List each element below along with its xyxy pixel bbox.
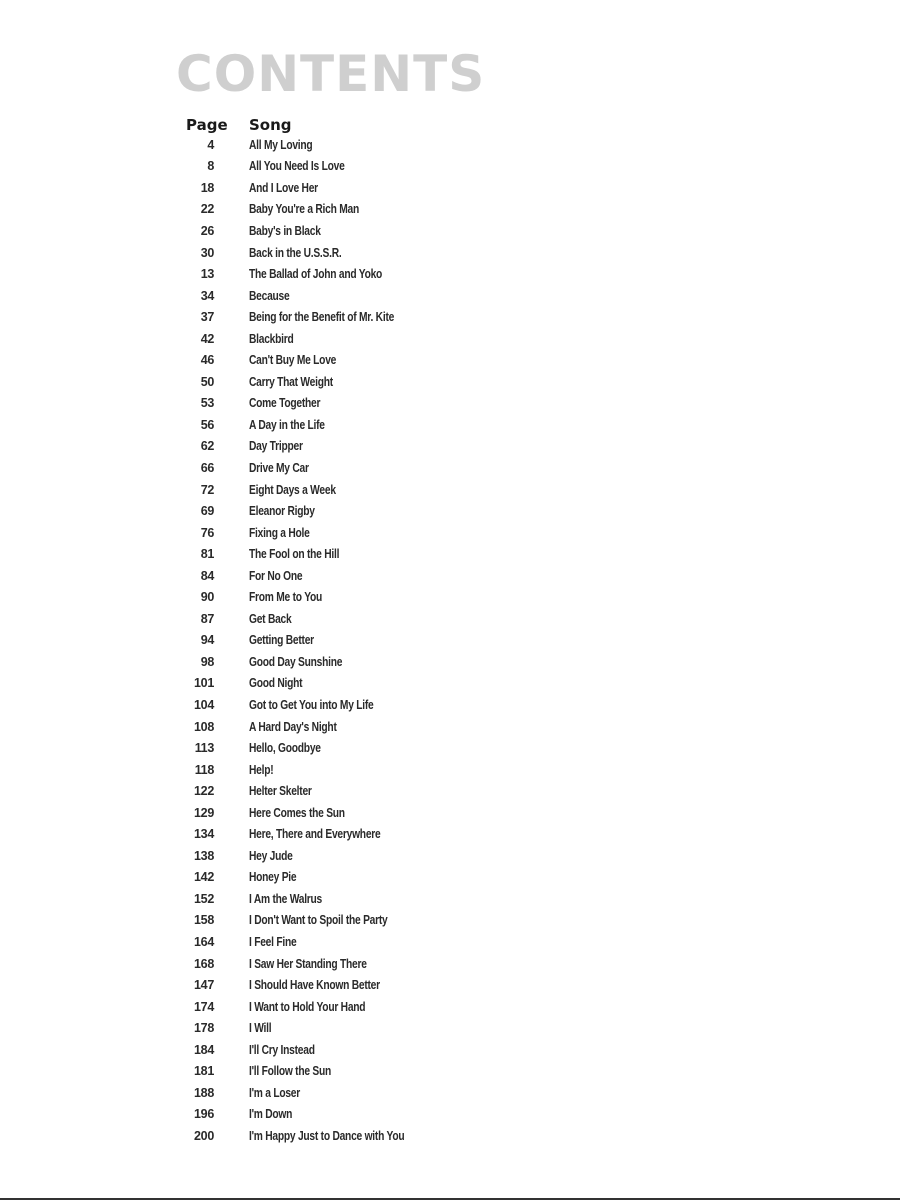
contents-entry[interactable]	[186, 673, 506, 695]
contents-entry[interactable]	[186, 931, 506, 953]
contents-entry[interactable]	[186, 759, 506, 781]
entry-page-number: 164	[194, 935, 214, 949]
contents-entry[interactable]	[186, 1061, 506, 1083]
entry-song-title: Fixing a Hole	[249, 525, 310, 540]
entry-page-number: 142	[194, 870, 214, 885]
entry-page-number: 152	[194, 891, 214, 906]
entry-page-number: 98	[200, 654, 214, 669]
entry-song-title: I'm Down	[249, 1107, 293, 1122]
entry-song-title: All My Loving	[249, 137, 313, 152]
entry-page-number: 158	[194, 913, 214, 928]
entry-song-title: A Hard Day's Night	[249, 719, 337, 734]
entry-page-number: 53	[200, 396, 214, 411]
contents-list	[186, 134, 506, 1147]
entry-page-number: 22	[200, 202, 214, 217]
contents-entry[interactable]	[186, 199, 506, 221]
entry-page-number: 62	[200, 439, 214, 454]
contents-entry[interactable]	[186, 457, 506, 479]
entry-page-number: 94	[200, 633, 214, 648]
entry-page-number: 72	[200, 482, 214, 497]
entry-song-title: I Want to Hold Your Hand	[249, 999, 366, 1014]
entry-song-title: Good Day Sunshine	[249, 654, 343, 669]
contents-entry[interactable]	[186, 522, 506, 544]
contents-entry[interactable]	[186, 910, 506, 932]
entry-song-title: I Don't Want to Spoil the Party	[249, 913, 388, 928]
entry-page-number: 134	[194, 827, 214, 842]
entry-song-title: Back in the U.S.S.R.	[249, 245, 342, 260]
contents-entry[interactable]	[186, 263, 506, 285]
entry-song-title: Because	[249, 288, 290, 303]
entry-song-title: A Day in the Life	[249, 417, 325, 432]
contents-entry[interactable]	[186, 974, 506, 996]
contents-entry[interactable]	[186, 543, 506, 565]
contents-entry[interactable]	[186, 306, 506, 328]
entry-song-title: I'll Follow the Sun	[249, 1064, 332, 1079]
contents-entry[interactable]	[186, 608, 506, 630]
entry-page-number: 188	[194, 1085, 214, 1100]
entry-song-title: Can't Buy Me Love	[249, 353, 337, 368]
contents-entry[interactable]	[186, 996, 506, 1018]
contents-entry[interactable]	[186, 156, 506, 178]
entry-song-title: Come Together	[249, 396, 321, 411]
entry-page-number: 13	[200, 267, 214, 282]
entry-song-title: All You Need Is Love	[249, 159, 345, 174]
contents-entry[interactable]	[186, 867, 506, 889]
contents-entry[interactable]	[186, 220, 506, 242]
contents-entry[interactable]	[186, 328, 506, 350]
entry-song-title: Help!	[249, 762, 274, 777]
contents-entry[interactable]	[186, 371, 506, 393]
entry-song-title: Good Night	[249, 676, 303, 691]
entry-page-number: 26	[200, 223, 214, 238]
contents-entry[interactable]	[186, 1082, 506, 1104]
entry-song-title: Here, There and Everywhere	[249, 827, 381, 842]
contents-entry[interactable]	[186, 802, 506, 824]
entry-song-title: Getting Better	[249, 633, 314, 648]
entry-page-number: 84	[200, 568, 214, 583]
contents-entry[interactable]	[186, 824, 506, 846]
entry-song-title: Baby You're a Rich Man	[249, 202, 360, 217]
entry-song-title: Baby's in Black	[249, 223, 321, 238]
entry-song-title: Hey Jude	[249, 848, 293, 863]
entry-song-title: Eleanor Rigby	[249, 504, 315, 519]
contents-entry[interactable]	[186, 1104, 506, 1126]
entry-page-number: 87	[200, 611, 214, 626]
entry-page-number: 76	[200, 525, 214, 540]
entry-song-title: Being for the Benefit of Mr. Kite	[249, 310, 395, 325]
contents-entry[interactable]	[186, 716, 506, 738]
entry-song-title: I Feel Fine	[249, 935, 297, 949]
entry-page-number: 200	[194, 1128, 214, 1143]
entry-page-number: 178	[194, 1021, 214, 1036]
entry-page-number: 113	[194, 741, 214, 756]
entry-page-number: 81	[200, 547, 214, 562]
entry-page-number: 50	[200, 374, 214, 389]
contents-entry[interactable]	[186, 414, 506, 436]
entry-page-number: 66	[200, 460, 214, 475]
entry-song-title: I'm a Loser	[249, 1085, 301, 1100]
contents-entry[interactable]	[186, 393, 506, 415]
contents-entry[interactable]	[186, 177, 506, 199]
entry-song-title: Get Back	[249, 611, 292, 626]
contents-entry[interactable]	[186, 134, 506, 156]
entry-song-title: The Ballad of John and Yoko	[249, 267, 383, 282]
entry-song-title: Blackbird	[249, 331, 294, 346]
contents-entry[interactable]	[186, 349, 506, 371]
contents-entry[interactable]	[186, 651, 506, 673]
entry-song-title: Got to Get You into My Life	[249, 697, 374, 712]
song-column-header: Song	[249, 116, 292, 134]
contents-entry[interactable]	[186, 694, 506, 716]
entry-song-title: I Should Have Known Better	[249, 978, 380, 993]
entry-song-title: For No One	[249, 568, 303, 583]
contents-entry[interactable]	[186, 630, 506, 652]
entry-song-title: Honey Pie	[249, 870, 297, 885]
entry-song-title: And I Love Her	[249, 180, 318, 195]
entry-page-number: 34	[200, 288, 214, 303]
entry-page-number: 168	[194, 956, 214, 971]
entry-page-number: 90	[200, 590, 214, 605]
entry-page-number: 18	[200, 180, 214, 195]
contents-entry[interactable]	[186, 479, 506, 501]
contents-entry[interactable]	[186, 1039, 506, 1061]
contents-entry[interactable]	[186, 500, 506, 522]
entry-page-number: 184	[194, 1042, 214, 1057]
entry-song-title: Helter Skelter	[249, 784, 312, 799]
entry-song-title: The Fool on the Hill	[249, 547, 340, 562]
entry-page-number: 108	[194, 719, 214, 734]
entry-page-number: 129	[194, 805, 214, 820]
contents-entry[interactable]	[186, 565, 506, 587]
entry-page-number: 104	[194, 697, 214, 712]
entry-page-number: 174	[194, 999, 214, 1014]
entry-page-number: 118	[194, 762, 214, 777]
contents-entry[interactable]	[186, 737, 506, 759]
entry-page-number: 122	[194, 784, 214, 799]
entry-page-number: 147	[194, 978, 214, 993]
entry-song-title: Here Comes the Sun	[249, 805, 345, 820]
entry-page-number: 30	[200, 245, 214, 260]
contents-table	[186, 110, 506, 1147]
contents-entry[interactable]	[186, 285, 506, 307]
entry-page-number: 69	[200, 504, 214, 519]
contents-entry[interactable]	[186, 242, 506, 264]
entry-song-title: Eight Days a Week	[249, 482, 336, 497]
entry-page-number: 138	[194, 848, 214, 863]
entry-song-title: I Will	[249, 1021, 272, 1036]
page-title: CONTENTS	[176, 45, 486, 103]
contents-entry[interactable]	[186, 586, 506, 608]
entry-song-title: Hello, Goodbye	[249, 741, 321, 756]
entry-song-title: I Saw Her Standing There	[249, 956, 367, 971]
entry-song-title: From Me to You	[249, 590, 323, 605]
entry-song-title: Day Tripper	[249, 439, 303, 454]
entry-page-number: 42	[200, 331, 214, 346]
contents-entry[interactable]	[186, 1125, 506, 1147]
entry-song-title: I'll Cry Instead	[249, 1042, 315, 1057]
contents-entry[interactable]	[186, 1017, 506, 1039]
entry-page-number: 46	[200, 353, 214, 368]
entry-page-number: 196	[194, 1107, 214, 1122]
entry-page-number: 181	[194, 1064, 214, 1079]
contents-entry[interactable]	[186, 436, 506, 458]
entry-song-title: Drive My Car	[249, 460, 309, 475]
entry-page-number: 4	[207, 137, 214, 152]
contents-header	[186, 110, 506, 134]
entry-page-number: 37	[200, 310, 214, 325]
entry-page-number: 101	[194, 676, 214, 691]
contents-entry[interactable]	[186, 888, 506, 910]
contents-entry[interactable]	[186, 780, 506, 802]
entry-song-title: I Am the Walrus	[249, 891, 323, 906]
contents-entry[interactable]	[186, 845, 506, 867]
entry-song-title: Carry That Weight	[249, 374, 333, 389]
entry-page-number: 56	[200, 417, 214, 432]
entry-page-number: 8	[207, 159, 214, 174]
contents-entry[interactable]	[186, 953, 506, 975]
page-column-header: Page	[186, 116, 228, 134]
entry-song-title: I'm Happy Just to Dance with You	[249, 1128, 405, 1143]
